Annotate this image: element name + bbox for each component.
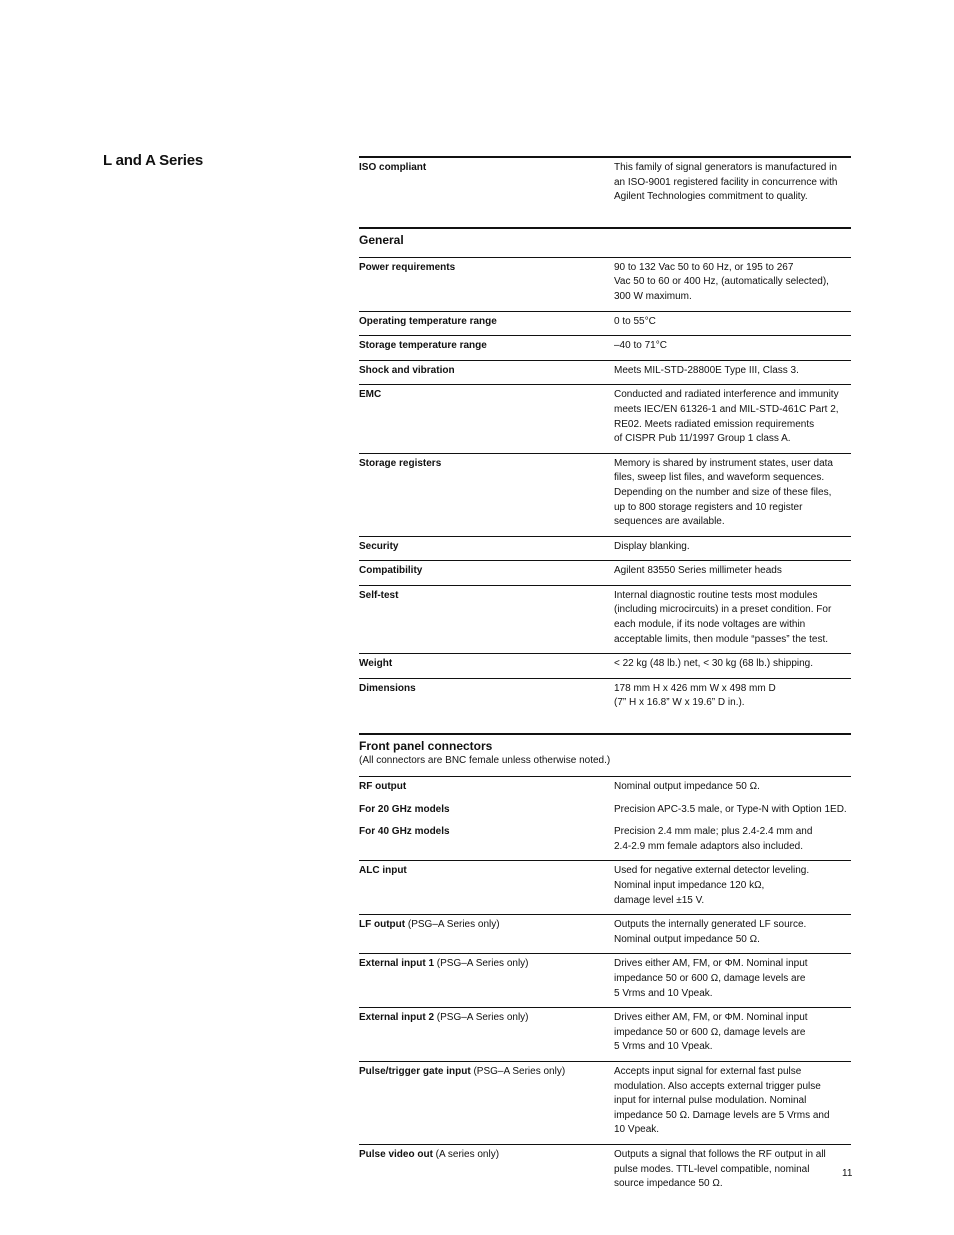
section-heading: General	[359, 232, 404, 247]
section-front-panel	[359, 735, 851, 776]
spec-value: Conducted and radiated interference and immunity meets IEC/EN 61326-1 and MIL-STD-461C Part 2, RE02. Meets radiated emission requirements of CISPR Pub 11/1997 Group 1 class A.	[614, 389, 839, 445]
table-row	[359, 312, 851, 336]
spec-label: External input 2 (PSG–A Series only)	[359, 1012, 529, 1024]
spec-value: Agilent 83550 Series millimeter heads	[614, 565, 782, 577]
spec-value: Outputs a signal that follows the RF output in all pulse modes. TTL-level compatible, nominal source impedance 50 Ω.	[614, 1148, 826, 1190]
spec-content	[359, 156, 851, 1198]
spec-value: Drives either AM, FM, or ΦM. Nominal input impedance 50 or 600 Ω, damage levels are 5 Vrms and 10 Vpeak.	[614, 958, 808, 999]
spec-label: Operating temperature range	[359, 315, 497, 327]
spec-label: Security	[359, 540, 399, 552]
section-general	[359, 229, 851, 257]
table-row	[359, 586, 851, 653]
spec-label: Storage registers	[359, 457, 442, 469]
spec-value: < 22 kg (48 lb.) net, < 30 kg (68 lb.) shipping.	[614, 658, 814, 670]
spec-label: Dimensions	[359, 682, 416, 694]
spec-value: Meets MIL-STD-28800E Type III, Class 3.	[614, 364, 799, 376]
spec-value: Used for negative external detector leveling. Nominal input impedance 120 kΩ, damage level ±15 V.	[614, 865, 810, 906]
spec-label: ISO compliant	[359, 162, 427, 173]
spec-label: Weight	[359, 658, 393, 670]
spec-label: For 40 GHz models	[359, 826, 450, 838]
spec-value: 178 mm H x 426 mm W x 498 mm D (7” H x 16.8” W x 19.6” D in.).	[614, 682, 776, 709]
table-row	[359, 654, 851, 678]
spec-label: Compatibility	[359, 565, 423, 577]
table-row	[359, 954, 851, 1007]
table-row	[359, 777, 851, 796]
table-row	[359, 454, 851, 536]
spec-value: Display blanking.	[614, 540, 690, 552]
spec-value: Nominal output impedance 50 Ω.	[614, 781, 760, 793]
spec-value: Drives either AM, FM, or ΦM. Nominal input impedance 50 or 600 Ω, damage levels are 5 Vrms and 10 Vpeak.	[614, 1012, 808, 1053]
spec-label: EMC	[359, 389, 382, 401]
table-row	[359, 561, 851, 585]
spec-value: 90 to 132 Vac 50 to 60 Hz, or 195 to 267 Vac 50 to 60 or 400 Hz, (automatically selected), 300 W maximum.	[614, 261, 829, 302]
spec-value: Accepts input signal for external fast pulse modulation. Also accepts external trigger pulse input for internal pulse modulation. Nominal impedance 50 Ω. Damage levels are 5 Vrms and 10 Vpeak.	[614, 1065, 830, 1136]
spec-label: ALC input	[359, 865, 407, 877]
spec-value: –40 to 71°C	[614, 340, 667, 352]
table-row	[359, 796, 851, 819]
table-row	[359, 818, 851, 860]
table-row	[359, 361, 851, 385]
table-row	[359, 679, 851, 717]
spec-value: This family of signal generators is manufactured in an ISO-9001 registered facility in concurrence with Agilent Technologies commitment to quality.	[614, 162, 838, 203]
spec-label: Self-test	[359, 589, 399, 601]
spec-label: Pulse/trigger gate input (PSG–A Series only)	[359, 1065, 566, 1077]
spec-label: Shock and vibration	[359, 364, 455, 376]
spec-label: LF output (PSG–A Series only)	[359, 919, 500, 931]
spec-value: Outputs the internally generated LF source. Nominal output impedance 50 Ω.	[614, 919, 807, 945]
section-heading: Front panel connectors	[359, 739, 493, 754]
table-row	[359, 1145, 851, 1198]
spec-value: Internal diagnostic routine tests most modules (including microcircuits) in a preset condition. For each module, if its node voltages are within acceptable limits, then module “passes” the test.	[614, 589, 832, 645]
section-side-title: L and A Series	[103, 152, 204, 169]
spec-label: RF output	[359, 781, 407, 793]
spec-label: Pulse video out (A series only)	[359, 1148, 500, 1160]
spec-row-iso	[359, 158, 851, 211]
spec-value: Precision 2.4 mm male; plus 2.4-2.4 mm and 2.4-2.9 mm female adaptors also included.	[614, 826, 813, 852]
table-row	[359, 861, 851, 914]
spec-label: Storage temperature range	[359, 340, 487, 352]
page-number: 11	[842, 1168, 853, 1179]
table-row	[359, 915, 851, 953]
spec-value: Memory is shared by instrument states, user data files, sweep list files, and waveform sequences. Depending on the number and size of these files, up to 800 storage registers and 10 register sequences are available.	[614, 457, 833, 528]
spec-value: Precision APC-3.5 male, or Type-N with Option 1ED.	[614, 803, 847, 815]
table-row	[359, 537, 851, 561]
table-row	[359, 1062, 851, 1144]
table-row	[359, 385, 851, 452]
spec-label: External input 1 (PSG–A Series only)	[359, 958, 529, 970]
section-subheading: (All connectors are BNC female unless otherwise noted.)	[359, 755, 611, 767]
table-row	[359, 336, 851, 360]
spec-label: Power requirements	[359, 261, 456, 273]
table-row	[359, 1008, 851, 1061]
table-row	[359, 258, 851, 311]
spec-value: 0 to 55°C	[614, 315, 656, 327]
spec-label: For 20 GHz models	[359, 803, 450, 815]
